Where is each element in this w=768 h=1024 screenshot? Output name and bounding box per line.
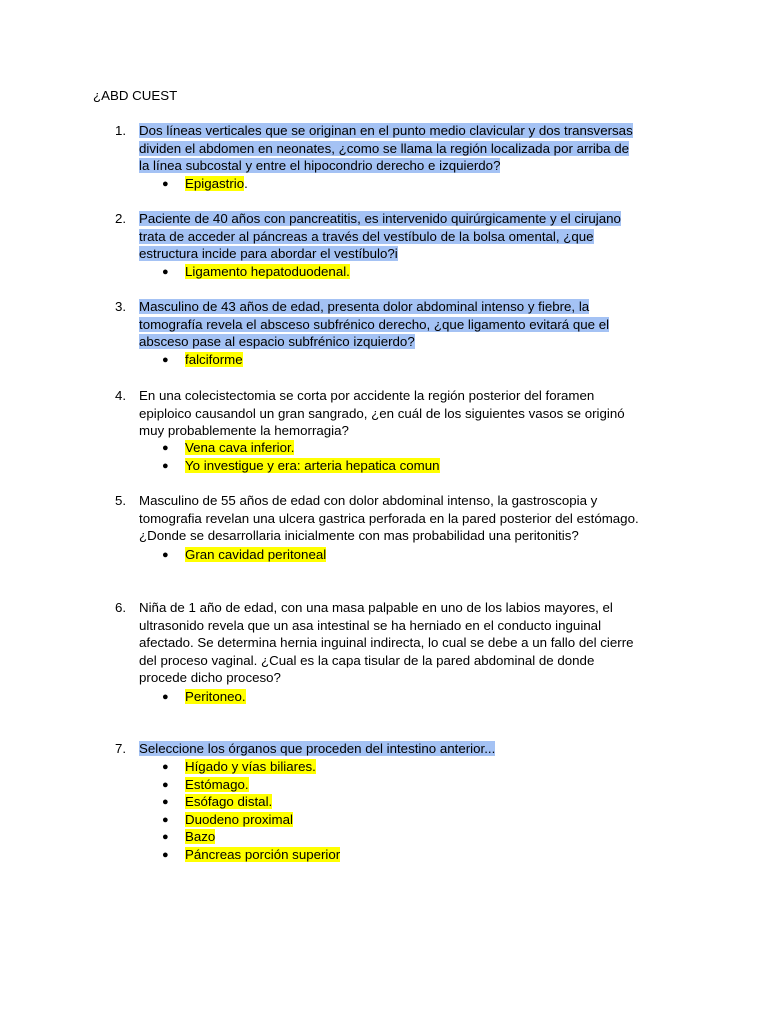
bullet-icon: ●	[162, 178, 169, 190]
question-number: 3.	[115, 299, 127, 314]
question-text-line	[139, 652, 594, 670]
question-text-line	[139, 634, 634, 652]
question-text: tomografia revelan una ulcera gastrica perforada en la pared posterior del estómago.	[139, 510, 639, 526]
answer-item	[185, 439, 294, 457]
question-text: estructura incide para abordar el vestíbulo?i	[139, 246, 398, 262]
question-text: procede dicho proceso?	[139, 670, 281, 686]
question-text-line	[139, 298, 589, 316]
bullet-icon: ●	[162, 831, 169, 844]
question-text-line	[139, 333, 415, 351]
question-text: Paciente de 40 años con pancreatitis, es intervenido quirúrgicamente y el cirujano	[139, 211, 621, 226]
answer-text: falciforme	[185, 352, 243, 367]
answer-item	[185, 546, 326, 564]
question-number: 2.	[115, 211, 127, 226]
answer-item	[185, 846, 340, 864]
bullet-icon: ●	[162, 761, 169, 773]
question-text-line	[139, 599, 613, 617]
question-text-line	[139, 316, 609, 334]
question-text: ultrasonido revela que un asa intestinal se ha herniado en el conducto inguinal	[139, 617, 602, 633]
question-text: la línea subcostal y entre el hipocondrio derecho e izquierdo?	[139, 158, 501, 174]
answer-text: Esófago distal.	[185, 794, 273, 810]
answer-item	[185, 828, 215, 846]
question-text-line	[139, 527, 579, 545]
answer-text: Duodeno proximal	[185, 811, 293, 827]
answer-text: Peritoneo.	[185, 689, 246, 704]
bullet-icon: ●	[162, 778, 169, 791]
question-text-line	[139, 228, 594, 246]
question-text-line	[139, 510, 639, 528]
question-number: 1.	[115, 123, 127, 138]
answer-item	[185, 688, 246, 706]
question-text: Dos líneas verticales que se originan en el punto medio clavicular y dos transversas	[139, 123, 633, 138]
document-title: ¿ABD CUEST	[93, 88, 178, 103]
question-text: ¿Donde se desarrollaria inicialmente con mas probabilidad una peritonitis?	[139, 528, 579, 544]
answer-item	[185, 758, 316, 776]
answer-text: Gran cavidad peritoneal	[185, 547, 327, 562]
question-text-line	[139, 157, 500, 175]
answer-text: Hígado y vías biliares.	[185, 759, 316, 774]
bullet-icon: ●	[162, 691, 169, 703]
question-text-line	[139, 405, 625, 423]
bullet-icon: ●	[162, 796, 169, 809]
question-text-line	[139, 140, 629, 158]
question-text-line	[139, 492, 597, 510]
answer-text: Epigastrio	[185, 176, 245, 191]
question-number: 5.	[115, 493, 127, 508]
question-text-line	[139, 740, 495, 758]
question-text: Niña de 1 año de edad, con una masa palpable en uno de los labios mayores, el	[139, 600, 613, 615]
question-text: Masculino de 55 años de edad con dolor abdominal intenso, la gastroscopia y	[139, 493, 598, 508]
bullet-icon: ●	[162, 266, 169, 278]
question-number: 6.	[115, 600, 127, 615]
question-text: afectado. Se determina hernia inguinal indirecta, lo cual se debe a un fallo del cierre	[139, 635, 634, 651]
question-text: En una colecistectomia se corta por accidente la región posterior del foramen	[139, 388, 595, 403]
answer-text: Bazo	[185, 829, 216, 845]
question-text: trata de acceder al páncreas a través del vestíbulo de la bolsa omental, ¿que	[139, 228, 594, 244]
answer-text: Yo investigue y era: arteria hepatica comun	[185, 457, 440, 473]
bullet-icon: ●	[162, 459, 169, 472]
question-number: 7.	[115, 741, 127, 756]
answer-item	[185, 457, 440, 475]
question-text: absceso pase al espacio subfrénico izquierdo?	[139, 334, 415, 350]
answer-item	[185, 351, 243, 369]
question-text-line	[139, 210, 621, 228]
question-text-line	[139, 617, 601, 635]
question-number: 4.	[115, 388, 127, 403]
question-text-line	[139, 122, 633, 140]
question-text-line	[139, 669, 281, 687]
answer-suffix: .	[244, 176, 248, 191]
question-text: Seleccione los órganos que proceden del intestino anterior...	[139, 741, 496, 756]
bullet-icon: ●	[162, 849, 169, 861]
question-text-line	[139, 245, 398, 263]
answer-text: Vena cava inferior.	[185, 440, 295, 455]
question-text: muy probablemente la hemorragia?	[139, 423, 349, 439]
question-text: del proceso vaginal. ¿Cual es la capa tisular de la pared abdominal de donde	[139, 652, 595, 668]
question-text: dividen el abdomen en neonates, ¿como se llama la región localizada por arriba de	[139, 140, 630, 156]
answer-text: Estómago.	[185, 776, 249, 792]
bullet-icon: ●	[162, 813, 169, 826]
answer-item	[185, 811, 293, 829]
answer-item	[185, 793, 272, 811]
answer-text: Páncreas porción superior	[185, 847, 341, 862]
question-text: Masculino de 43 años de edad, presenta dolor abdominal intenso y fiebre, la	[139, 299, 590, 314]
question-text: epiploico causandol un gran sangrado, ¿en cuál de los siguientes vasos se originó	[139, 405, 625, 421]
question-text: tomografía revela el absceso subfrénico derecho, ¿que ligamento evitará que el	[139, 316, 610, 332]
answer-item	[185, 175, 248, 193]
answer-item	[185, 776, 249, 794]
answer-text: Ligamento hepatoduodenal.	[185, 264, 350, 279]
answer-item	[185, 263, 350, 281]
bullet-icon: ●	[162, 442, 169, 454]
question-text-line	[139, 422, 349, 440]
question-text-line	[139, 387, 594, 405]
bullet-icon: ●	[162, 549, 169, 561]
bullet-icon: ●	[162, 354, 169, 366]
